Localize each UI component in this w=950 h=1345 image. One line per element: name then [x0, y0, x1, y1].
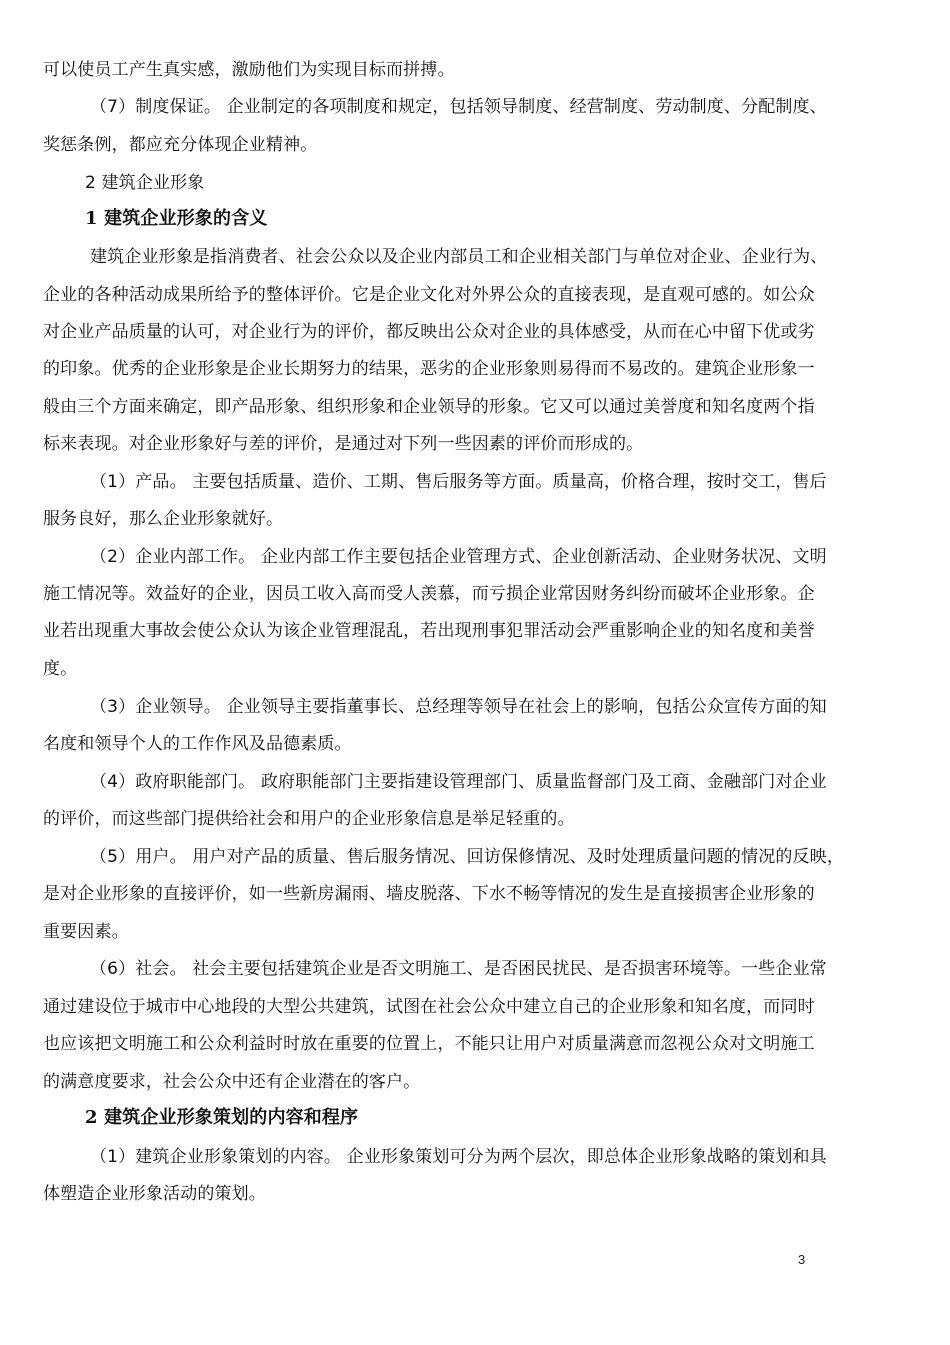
body-text-line: 对企业产品质量的认可，对企业行为的评价，都反映出公众对企业的具体感受，从而在心中留下优或劣 — [43, 322, 815, 342]
body-text-line: 通过建设位于城市中心地段的大型公共建筑，试图在社会公众中建立自己的企业形象和知名度，而同时 — [43, 997, 815, 1017]
body-text-line: 体塑造企业形象活动的策划。 — [43, 1184, 266, 1204]
body-text-line: 企业的各种活动成果所给予的整体评价。它是企业文化对外界公众的直接表现，是直观可感的。如公众 — [43, 285, 815, 305]
body-text-line: 的满意度要求，社会公众中还有企业潜在的客户。 — [43, 1072, 421, 1092]
list-item-government: （4）政府职能部门。 政府职能部门主要指建设管理部门、质量监督部门及工商、金融部门对企业 — [90, 772, 827, 792]
list-item-system-guarantee: （7）制度保证。 企业制定的各项制度和规定，包括领导制度、经营制度、劳动制度、分配制度、 — [90, 97, 827, 117]
body-text-line: 的印象。优秀的企业形象是企业长期努力的结果，恶劣的企业形象则易得而不易改的。建筑企业形象一 — [43, 359, 815, 379]
body-text-line: 服务良好，那么企业形象就好。 — [43, 509, 284, 529]
body-text-line: 是对企业形象的直接评价，如一些新房漏雨、墙皮脱落、下水不畅等情况的发生是直接损害企业形象的 — [43, 884, 815, 904]
body-text-line: 建筑企业形象是指消费者、社会公众以及企业内部员工和企业相关部门与单位对企业、企业行为、 — [90, 247, 828, 267]
body-text-line: 度。 — [43, 659, 78, 679]
list-item-planning-content: （1）建筑企业形象策划的内容。 企业形象策划可分为两个层次，即总体企业形象战略的策划和具 — [90, 1147, 827, 1167]
body-text-line: 施工情况等。效益好的企业，因员工收入高而受人羡慕，而亏损企业常因财务纠纷而破坏企业形象。企 — [43, 584, 815, 604]
subsection-heading: 1 建筑企业形象的含义 — [85, 208, 268, 229]
page-number: 3 — [798, 1252, 806, 1267]
list-item-leadership: （3）企业领导。 企业领导主要指董事长、总经理等领导在社会上的影响，包括公众宣传方面的知 — [90, 697, 827, 717]
body-text-line: 标来表现。对企业形象好与差的评价，是通过对下列一些因素的评价而形成的。 — [43, 434, 644, 454]
list-item-internal-work: （2）企业内部工作。 企业内部工作主要包括企业管理方式、企业创新活动、企业财务状况、文明 — [90, 547, 827, 567]
subsection-heading: 2 建筑企业形象策划的内容和程序 — [85, 1107, 359, 1128]
body-text-line: 名度和领导个人的工作作风及品德素质。 — [43, 734, 352, 754]
list-item-society: （6）社会。 社会主要包括建筑企业是否文明施工、是否困民扰民、是否损害环境等。一些企业常 — [90, 959, 827, 979]
body-text-line: 重要因素。 — [43, 922, 129, 942]
body-text-line: 般由三个方面来确定，即产品形象、组织形象和企业领导的形象。它又可以通过美誉度和知名度两个指 — [43, 397, 815, 417]
body-text-line: 奖惩条例，都应充分体现企业精神。 — [43, 135, 318, 155]
body-text-line: 也应该把文明施工和公众利益时时放在重要的位置上，不能只让用户对质量满意而忽视公众对文明施工 — [43, 1034, 815, 1054]
body-text-line: 业若出现重大事故会使公众认为该企业管理混乱，若出现刑事犯罪活动会严重影响企业的知名度和美誉 — [43, 621, 815, 641]
list-item-product: （1）产品。 主要包括质量、造价、工期、售后服务等方面。质量高，价格合理，按时交工，售后 — [90, 472, 827, 492]
body-text-line: 可以使员工产生真实感，激励他们为实现目标而拼搏。 — [43, 60, 455, 80]
body-text-line: 的评价，而这些部门提供给社会和用户的企业形象信息是举足轻重的。 — [43, 809, 575, 829]
list-item-users: （5）用户。 用户对产品的质量、售后服务情况、回访保修情况、及时处理质量问题的情况的反映， — [90, 847, 844, 867]
section-heading: 2 建筑企业形象 — [85, 173, 205, 193]
